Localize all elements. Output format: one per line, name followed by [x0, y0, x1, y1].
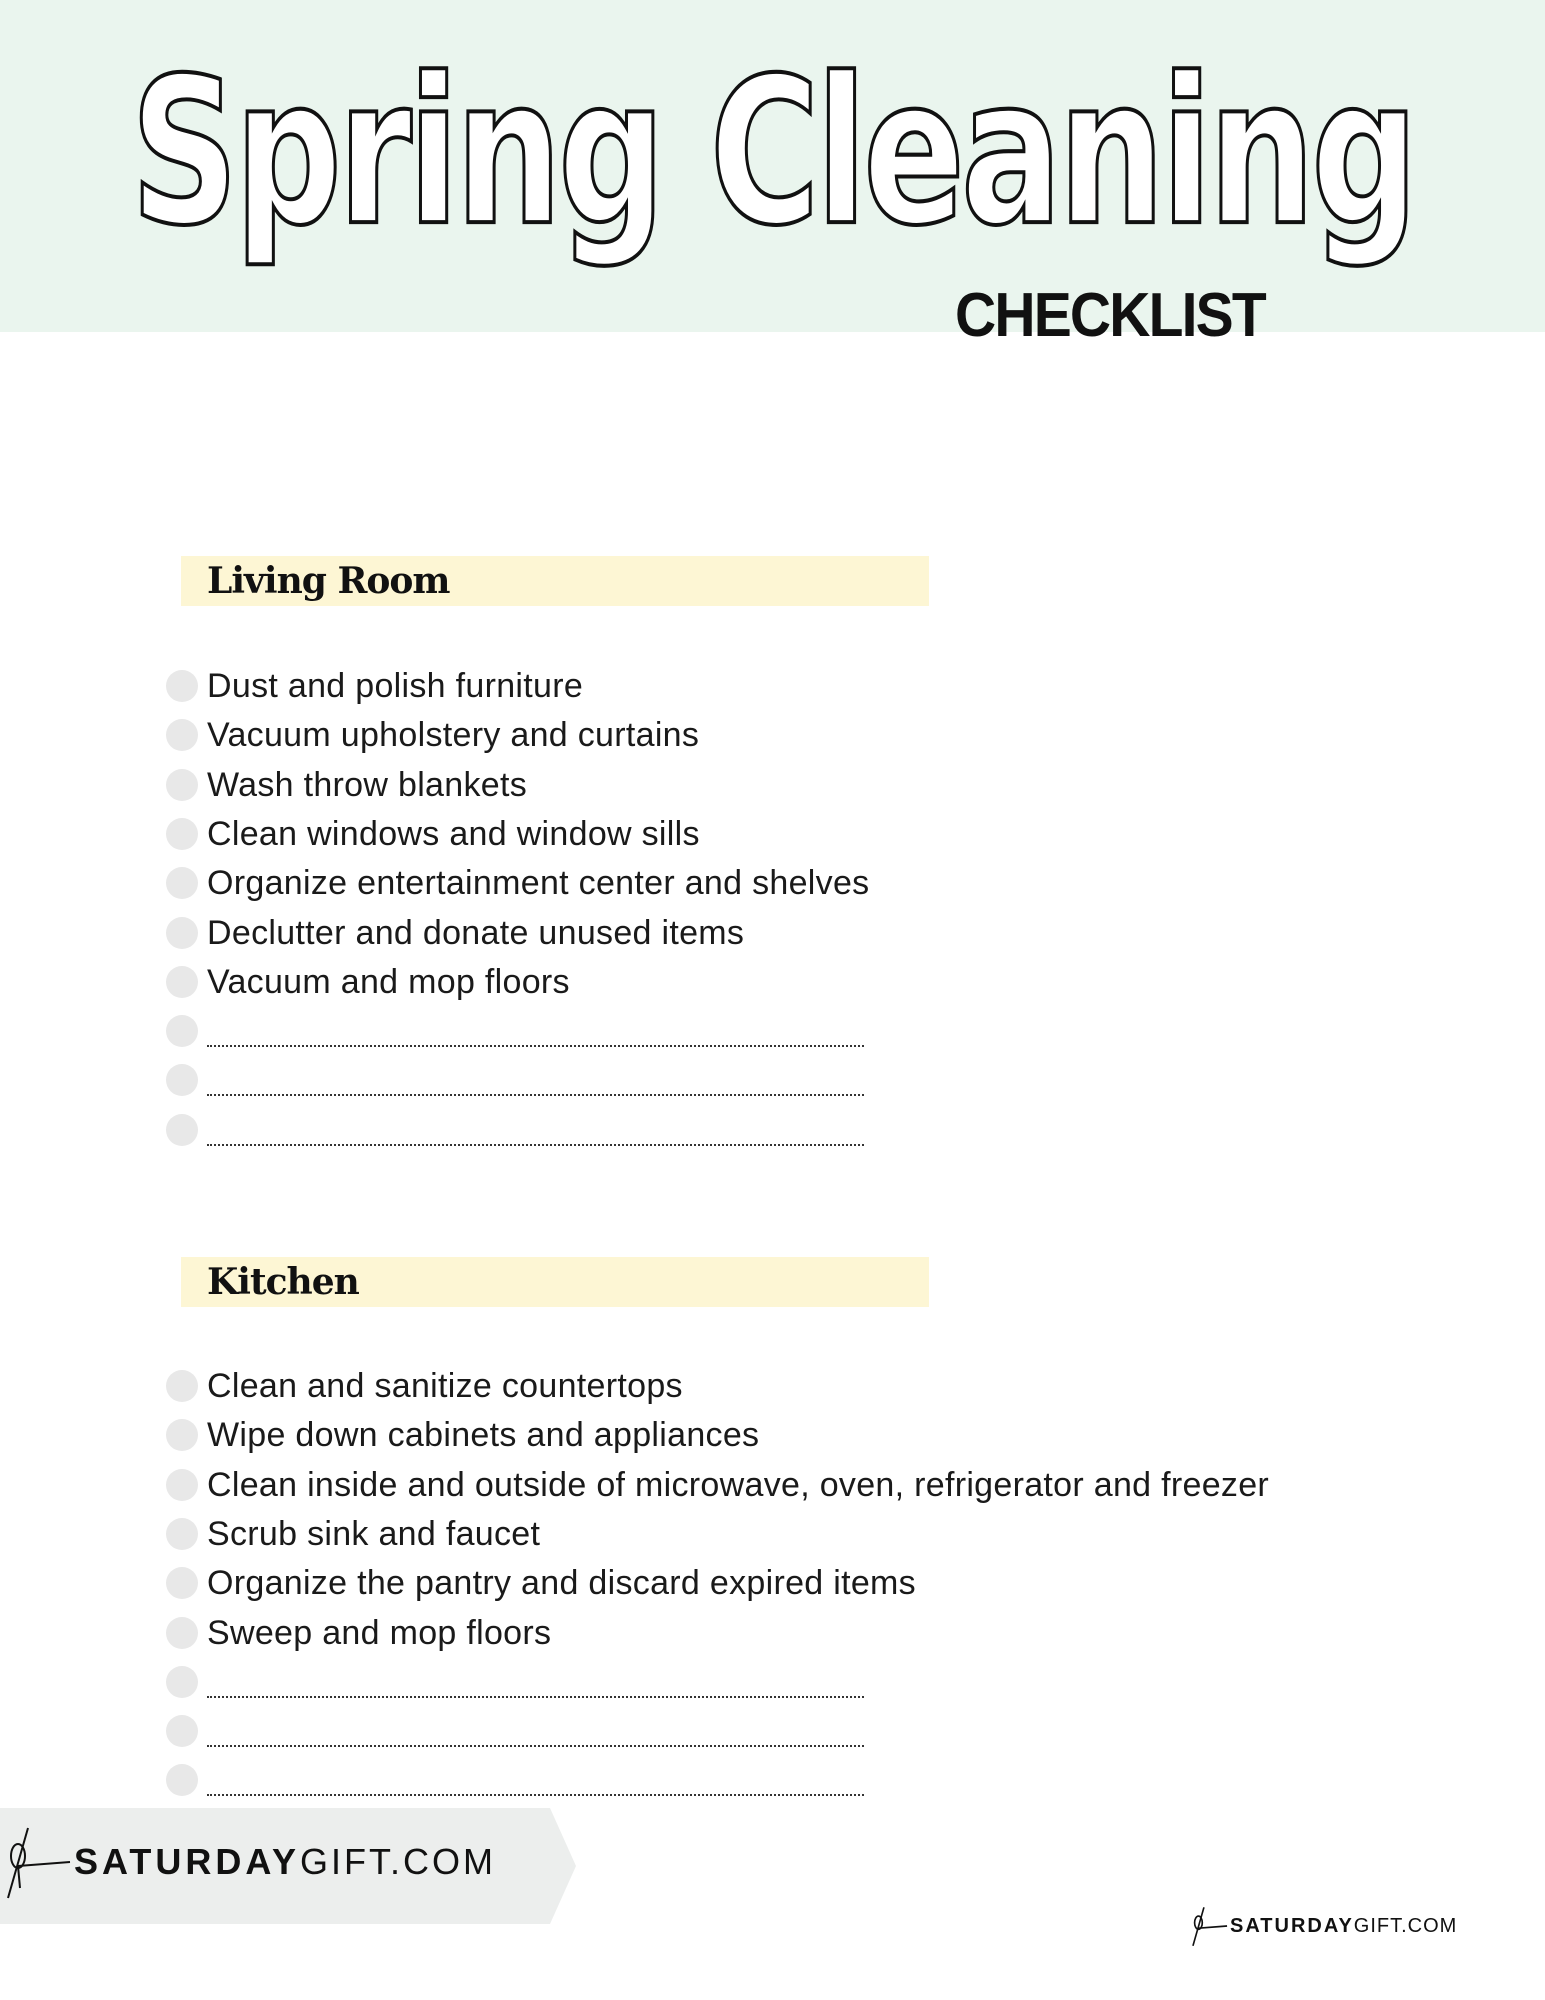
- write-in-line[interactable]: [207, 1076, 864, 1096]
- brand-name-bold: SATURDAY: [74, 1841, 301, 1882]
- checklist-item[interactable]: [166, 666, 583, 706]
- blank-checklist-item[interactable]: [166, 1011, 864, 1051]
- checkbox[interactable]: [166, 1617, 198, 1649]
- checkbox[interactable]: [166, 1064, 198, 1096]
- checkbox[interactable]: [166, 1518, 198, 1550]
- section-title: Living Room: [207, 560, 450, 602]
- blank-checklist-item[interactable]: [166, 1760, 864, 1800]
- page-title: Spring Cleaning: [130, 35, 1415, 271]
- checklist-item[interactable]: [166, 715, 699, 755]
- checkbox[interactable]: [166, 719, 198, 751]
- checklist-item[interactable]: [166, 863, 869, 903]
- item-label: Clean inside and outside of microwave, oven, refrigerator and freezer: [207, 1465, 1270, 1504]
- checkbox[interactable]: [166, 818, 198, 850]
- item-label: Wash throw blankets: [207, 765, 528, 804]
- checklist-item[interactable]: [166, 1514, 540, 1554]
- checkbox[interactable]: [166, 769, 198, 801]
- write-in-line[interactable]: [207, 1776, 864, 1796]
- section-header-living-room: [181, 556, 929, 606]
- blank-checklist-item[interactable]: [166, 1110, 864, 1150]
- page-subtitle: CHECKLIST: [955, 281, 1265, 350]
- checklist-item[interactable]: [166, 913, 744, 953]
- bow-icon: [4, 1822, 74, 1902]
- item-label: Wipe down cabinets and appliances: [207, 1416, 760, 1455]
- checkbox[interactable]: [166, 1469, 198, 1501]
- checklist-item[interactable]: [166, 1613, 551, 1653]
- checklist-item[interactable]: [166, 1366, 683, 1406]
- item-label: Organize the pantry and discard expired items: [207, 1564, 916, 1603]
- item-label: Clean and sanitize countertops: [207, 1367, 683, 1405]
- checklist-item[interactable]: [166, 814, 700, 854]
- brand-logo-large: [4, 1822, 496, 1902]
- checkbox[interactable]: [166, 867, 198, 899]
- item-label: Organize entertainment center and shelves: [207, 864, 870, 903]
- item-label: Vacuum and mop floors: [207, 962, 570, 1001]
- section-header-kitchen: [181, 1257, 929, 1307]
- item-label: Scrub sink and faucet: [207, 1514, 541, 1553]
- checkbox[interactable]: [166, 1419, 198, 1451]
- item-label: Clean windows and window sills: [207, 814, 700, 853]
- checkbox[interactable]: [166, 670, 198, 702]
- checklist-item[interactable]: [166, 1465, 1269, 1505]
- brand-name-light: GIFT.COM: [1353, 1914, 1458, 1937]
- write-in-line[interactable]: [207, 1027, 864, 1047]
- item-label: Declutter and donate unused items: [207, 913, 745, 952]
- brand-logo-small: [1190, 1904, 1457, 1948]
- checkbox[interactable]: [166, 1370, 198, 1402]
- write-in-line[interactable]: [207, 1126, 864, 1146]
- blank-checklist-item[interactable]: [166, 1662, 864, 1702]
- write-in-line[interactable]: [207, 1727, 864, 1747]
- bow-icon: [1190, 1904, 1230, 1948]
- item-label: Dust and polish furniture: [207, 667, 584, 705]
- checkbox[interactable]: [166, 1666, 198, 1698]
- item-label: Vacuum upholstery and curtains: [207, 716, 700, 755]
- brand-name-light: GIFT.COM: [300, 1841, 497, 1882]
- checklist-item[interactable]: [166, 765, 527, 805]
- checklist-item[interactable]: [166, 962, 570, 1002]
- brand-name-bold: SATURDAY: [1230, 1914, 1354, 1937]
- section-title: Kitchen: [207, 1261, 359, 1303]
- blank-checklist-item[interactable]: [166, 1060, 864, 1100]
- blank-checklist-item[interactable]: [166, 1711, 864, 1751]
- checkbox[interactable]: [166, 1764, 198, 1796]
- write-in-line[interactable]: [207, 1678, 864, 1698]
- checkbox[interactable]: [166, 1015, 198, 1047]
- item-label: Sweep and mop floors: [207, 1613, 552, 1652]
- checklist-item[interactable]: [166, 1563, 916, 1603]
- checkbox[interactable]: [166, 917, 198, 949]
- checkbox[interactable]: [166, 1114, 198, 1146]
- checkbox[interactable]: [166, 1567, 198, 1599]
- checkbox[interactable]: [166, 966, 198, 998]
- checkbox[interactable]: [166, 1715, 198, 1747]
- checklist-item[interactable]: [166, 1415, 759, 1455]
